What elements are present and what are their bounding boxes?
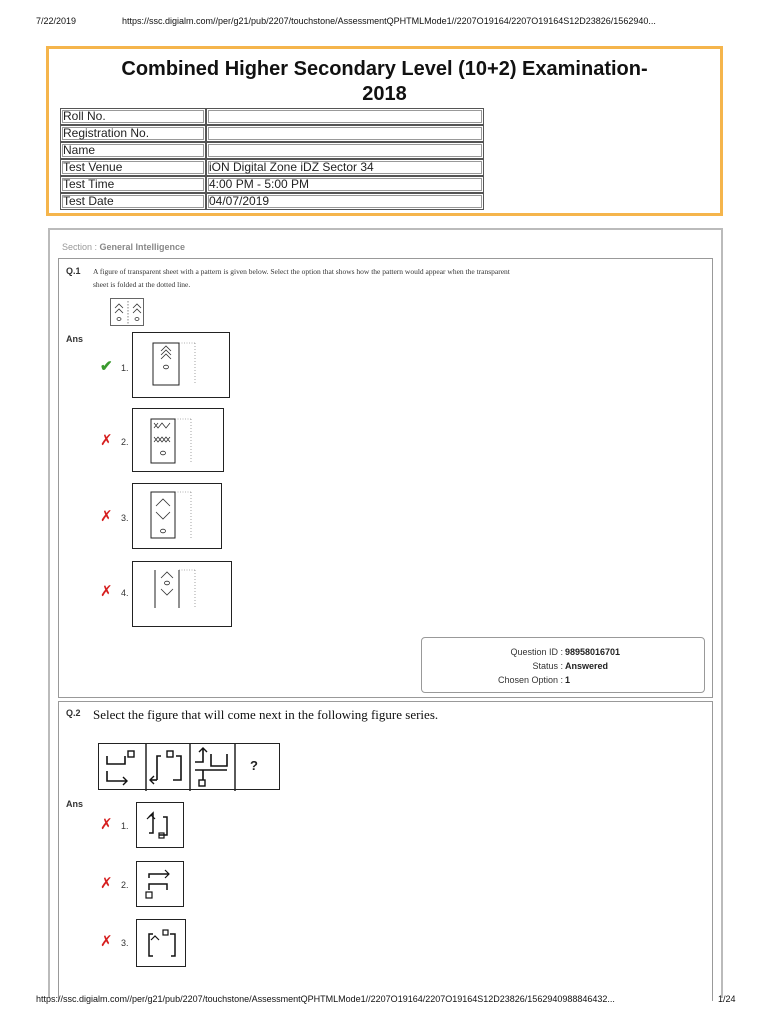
section-label: Section : General Intelligence [62,242,186,252]
candidate-table [60,108,484,210]
page-number: 1/24 [718,994,736,1004]
print-url[interactable]: https://ssc.digialm.com//per/g21/pub/2207/touchstone/AssessmentQPHTMLMode1//2207O19164/2207O19164S12D23826/1562940988846432... [36,994,615,1004]
table-row: Roll No. [60,108,484,125]
question-info-box: Question ID : 98958016701 Status : Answered Chosen Option : 1 [421,637,705,693]
table-row: Test Time 4:00 PM - 5:00 PM [60,176,484,193]
option-number: 1. [121,363,129,373]
question-figure [110,298,144,326]
cross-icon: ✗ [100,816,113,833]
option-number: 2. [121,437,129,447]
print-date: 7/22/2019 [36,16,77,26]
option-2-figure[interactable] [136,861,184,907]
cross-icon: ✗ [100,508,113,525]
chosen-option-value: 1 [565,675,571,685]
option-3-figure[interactable] [136,919,186,967]
cross-icon: ✗ [100,933,113,950]
question-text: A figure of transparent sheet with a pattern is given below. Select the option that shows how the pattern would appear when the transparent sheet is folded at the dotted line. [93,267,510,289]
status-value: Answered [565,661,609,671]
option-3-figure[interactable] [132,483,222,549]
table-row: Registration No. [60,125,484,142]
option-number: 4. [121,588,129,598]
option-4-figure[interactable] [132,561,232,627]
option-number: 3. [121,938,129,948]
option-number: 2. [121,880,129,890]
question-text: Select the figure that will come next in the following figure series. [93,707,439,722]
table-row: Test Date 04/07/2019 [60,193,484,210]
option-number: 1. [121,821,129,831]
question-number: Q.1 [66,266,81,276]
cross-icon: ✗ [100,875,113,892]
option-2-figure[interactable] [132,408,224,472]
table-row: Test Venue iON Digital Zone iDZ Sector 34 [60,159,484,176]
question-series-figure [98,743,280,790]
option-1-figure[interactable] [132,332,230,398]
table-row: Name [60,142,484,159]
answer-label: Ans [66,799,84,809]
cross-icon: ✗ [100,583,113,600]
question-1-box [58,258,713,698]
exam-title: Combined Higher Secondary Level (10+2) Examination- 2018 [121,58,648,105]
question-id-value: 98958016701 [565,647,621,657]
exam-details-box [46,46,723,216]
unknown-figure-mark: ? [250,758,258,773]
cross-icon: ✗ [100,432,113,449]
option-1-figure[interactable] [136,802,184,848]
option-number: 3. [121,513,129,523]
print-url[interactable]: https://ssc.digialm.com//per/g21/pub/2207/touchstone/AssessmentQPHTMLMode1//2207O19164/2207O19164S12D23826/1562940... [122,16,656,26]
answer-label: Ans [66,334,84,344]
check-icon: ✔ [100,358,113,375]
question-number: Q.2 [66,708,81,718]
